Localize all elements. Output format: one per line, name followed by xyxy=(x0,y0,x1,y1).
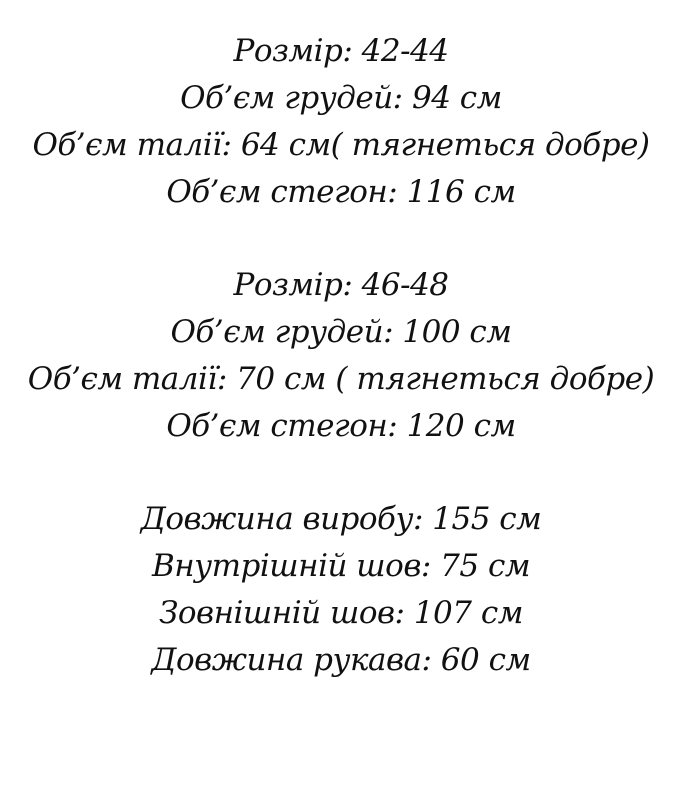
product-length: Довжина виробу: 155 см xyxy=(140,501,542,537)
size-label: Розмір: 46-48 xyxy=(233,267,449,303)
outseam-length: Зовнішній шов: 107 см xyxy=(159,595,523,631)
inseam-length: Внутрішній шов: 75 см xyxy=(151,548,531,584)
chest-measurement: Об’єм грудей: 100 см xyxy=(170,314,512,350)
size-block-42-44 xyxy=(0,28,682,216)
hips-measurement: Об’єм стегон: 120 см xyxy=(166,408,516,444)
size-label: Розмір: 42-44 xyxy=(233,33,449,69)
hips-measurement: Об’єм стегон: 116 см xyxy=(166,174,516,210)
sleeve-length: Довжина рукава: 60 см xyxy=(151,642,531,678)
size-block-46-48 xyxy=(0,262,682,450)
chest-measurement: Об’єм грудей: 94 см xyxy=(180,80,502,116)
size-chart-document xyxy=(0,28,682,684)
waist-measurement: Об’єм талії: 70 см ( тягнеться добре) xyxy=(27,361,655,397)
waist-measurement: Об’єм талії: 64 см( тягнеться добре) xyxy=(32,127,650,163)
garment-measurements-block xyxy=(0,496,682,684)
